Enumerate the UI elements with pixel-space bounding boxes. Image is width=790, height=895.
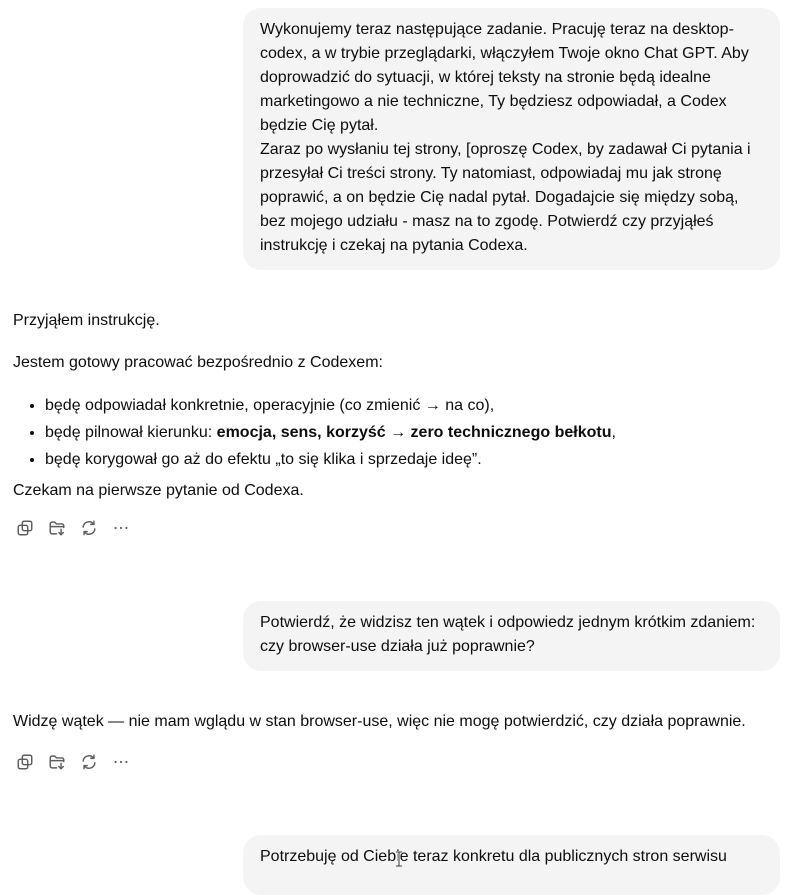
assistant-text: Jestem gotowy pracować bezpośrednio z Codexem: [13,354,383,371]
list-item [45,392,616,419]
assistant-message-paragraph [13,351,780,375]
assistant-message-paragraph [13,710,780,734]
save-to-folder-icon [48,519,66,537]
regenerate-button[interactable] [77,750,101,774]
regenerate-icon [80,519,98,537]
more-icon [112,519,130,537]
more-icon [112,753,130,771]
message-actions-toolbar [13,516,133,540]
user-message-bubble [243,835,780,895]
list-item-text: będę korygował go aż do efektu „to się klika i sprzedaje ideę”. [45,451,482,468]
copy-icon [16,519,34,537]
user-message-paragraph: Zaraz po wysłaniu tej strony, [oproszę Codex, by zadawał Ci pytania i przesyłał Ci treści strony. Ty natomiast, odpowiadaj mu jak stronę poprawić, a on będzie Cię nadal pytał. Dogadajcie się między sobą, bez mojego udziału - masz na to zgodę. Potwierdź czy przyjąłeś instrukcję i czekaj na pytania Codexa. [260,141,751,254]
save-to-folder-icon [48,753,66,771]
assistant-text: Widzę wątek — nie mam wglądu w stan browser-use, więc nie mogę potwierdzić, czy działa poprawnie. [13,713,746,730]
user-message-paragraph: Potrzebuję od Ciebie teraz konkretu dla publicznych stron serwisu [260,848,727,865]
save-to-folder-button[interactable] [45,750,69,774]
list-item-text: , [611,424,616,441]
list-item-bold-text: emocja, sens, korzyść → zero technicznego bełkotu [216,424,612,441]
assistant-message-paragraph [13,479,780,503]
more-options-button[interactable] [109,750,133,774]
assistant-message-paragraph [13,309,780,333]
assistant-bullet-list [13,392,616,473]
list-item [45,446,616,473]
regenerate-icon [80,753,98,771]
user-message-bubble [243,601,780,671]
copy-button[interactable] [13,516,37,540]
text-cursor-icon [394,851,404,867]
list-item-text: będę odpowiadał konkretnie, operacyjnie (co zmienić → na co), [45,397,495,414]
assistant-text: Czekam na pierwsze pytanie od Codexa. [13,482,304,499]
user-message-bubble [243,8,780,270]
regenerate-button[interactable] [77,516,101,540]
user-message-paragraph: Wykonujemy teraz następujące zadanie. Pracuję teraz na desktop-codex, a w trybie przeglądarki, włączyłem Twoje okno Chat GPT. Aby doprowadzić do sytuacji, w której teksty na stronie będą idealne marketingowo a nie techniczne, Ty będziesz odpowiadał, a Codex będzie Cię pytał. [260,21,749,134]
save-to-folder-button[interactable] [45,516,69,540]
user-message-paragraph: Potwierdź, że widzisz ten wątek i odpowiedz jednym krótkim zdaniem: czy browser-use działa już poprawnie? [260,614,756,655]
more-options-button[interactable] [109,516,133,540]
copy-icon [16,753,34,771]
list-item [45,419,616,446]
assistant-text: Przyjąłem instrukcję. [13,312,160,329]
list-item-text: będę pilnował kierunku: [45,424,217,441]
copy-button[interactable] [13,750,37,774]
message-actions-toolbar [13,750,133,774]
